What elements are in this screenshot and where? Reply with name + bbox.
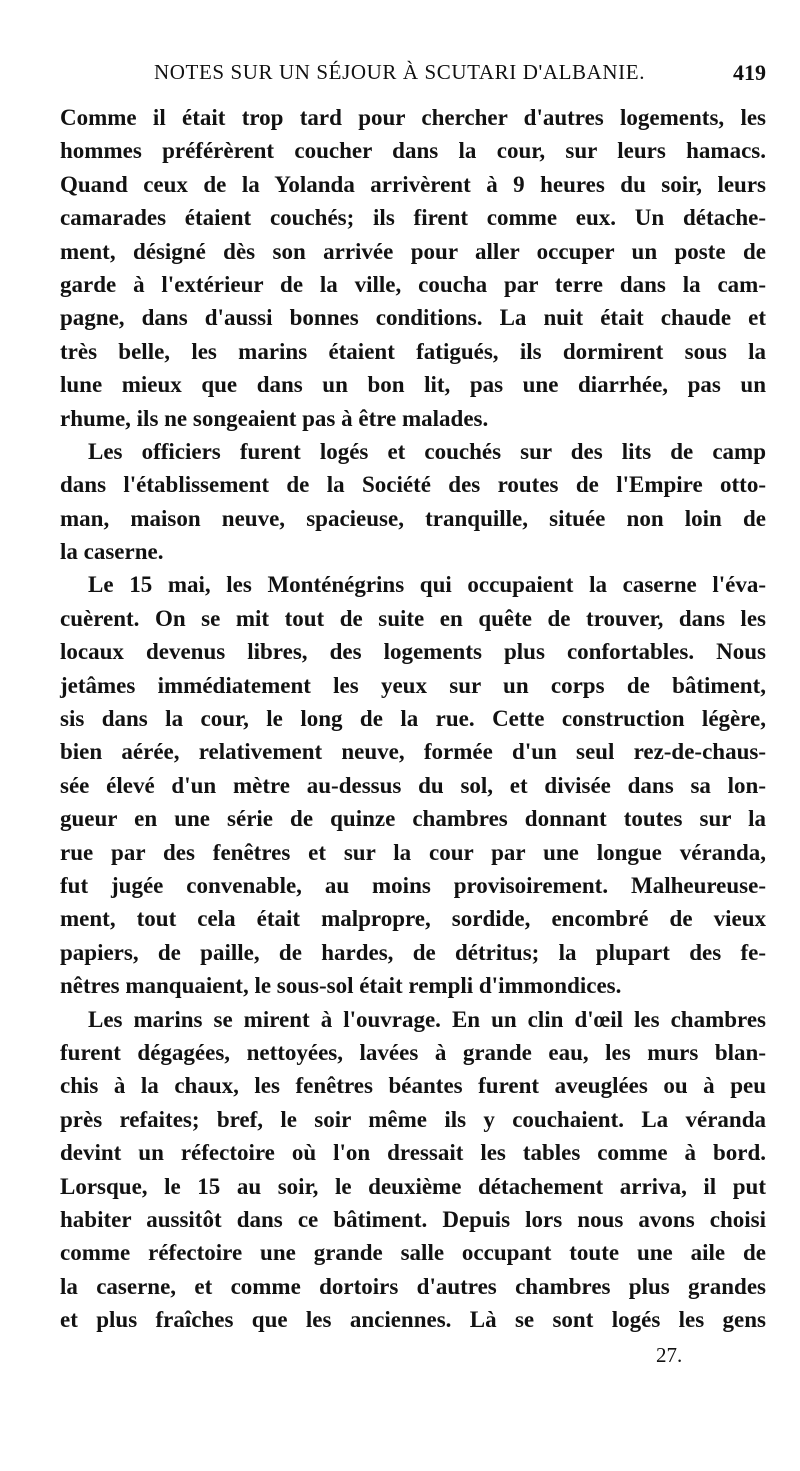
text-line: la caserne, et comme dortoirs d'autres chambres plus grandes [60, 1273, 766, 1299]
page-number: 419 [733, 60, 766, 85]
text-line: bien aérée, relativement neuve, formée d'un seul rez-de-chaus- [60, 739, 766, 765]
text-line: man, maison neuve, spacieuse, tranquille, située non loin de [60, 505, 766, 531]
text-line: garde à l'extérieur de la ville, coucha par terre dans la cam- [60, 271, 766, 297]
text-line: furent dégagées, nettoyées, lavées à grande eau, les murs blan- [60, 1039, 766, 1065]
text-line: gueur en une série de quinze chambres donnant toutes sur la [60, 806, 766, 832]
text-line: Les marins se mirent à l'ouvrage. En un clin d'œil les chambres [88, 1006, 766, 1032]
body-text [60, 101, 766, 1336]
text-line: ment, désigné dès son arrivée pour aller occuper un poste de [60, 238, 766, 264]
text-line: jetâmes immédiatement les yeux sur un corps de bâtiment, [60, 672, 766, 698]
text-line: cuèrent. On se mit tout de suite en quête de trouver, dans les [60, 605, 766, 631]
running-title: NOTES SUR UN SÉJOUR À SCUTARI D'ALBANIE. [154, 60, 646, 84]
text-line: locaux devenus libres, des logements plus confortables. Nous [60, 639, 766, 665]
text-line: près refaites; bref, le soir même ils y couchaient. La véranda [60, 1106, 766, 1132]
text-line: Les officiers furent logés et couchés sur des lits de camp [88, 438, 766, 464]
text-line: papiers, de paille, de hardes, de détritus; la plupart des fe- [60, 939, 766, 965]
text-line: hommes préférèrent coucher dans la cour, sur leurs hamacs. [60, 138, 766, 164]
text-line: rue par des fenêtres et sur la cour par une longue véranda, [60, 839, 766, 865]
text-line: Quand ceux de la Yolanda arrivèrent à 9 heures du soir, leurs [60, 171, 766, 197]
text-line: et plus fraîches que les anciennes. Là se sont logés les gens [60, 1307, 766, 1333]
running-head [60, 60, 772, 90]
text-line: Le 15 mai, les Monténégrins qui occupaient la caserne l'éva- [88, 572, 766, 598]
signature-mark: 27. [656, 1343, 683, 1367]
text-line: sée élevé d'un mètre au-dessus du sol, et divisée dans sa lon- [60, 772, 766, 798]
text-line: nêtres manquaient, le sous-sol était rempli d'immondices. [60, 973, 622, 999]
text-line: sis dans la cour, le long de la rue. Cette construction légère, [60, 706, 766, 732]
text-line: ment, tout cela était malpropre, sordide, encombré de vieux [60, 906, 766, 932]
text-line: très belle, les marins étaient fatigués, ils dormirent sous la [60, 338, 766, 364]
text-line: rhume, ils ne songeaient pas à être malades. [60, 405, 489, 431]
text-line: pagne, dans d'aussi bonnes conditions. La nuit était chaude et [60, 305, 766, 331]
text-line: dans l'établissement de la Société des routes de l'Empire otto- [60, 472, 766, 498]
text-line: lune mieux que dans un bon lit, pas une diarrhée, pas un [60, 372, 766, 398]
text-line: Lorsque, le 15 au soir, le deuxième détachement arriva, il put [60, 1173, 766, 1199]
text-line: comme réfectoire une grande salle occupant toute une aile de [60, 1240, 766, 1266]
text-line: chis à la chaux, les fenêtres béantes furent aveuglées ou à peu [60, 1073, 766, 1099]
text-line: habiter aussitôt dans ce bâtiment. Depuis lors nous avons choisi [60, 1206, 766, 1232]
text-line: fut jugée convenable, au moins provisoirement. Malheureuse- [60, 872, 766, 898]
text-line: la caserne. [60, 539, 164, 565]
text-line: devint un réfectoire où l'on dressait les tables comme à bord. [60, 1140, 766, 1166]
text-line: Comme il était trop tard pour chercher d'autres logements, les [60, 105, 766, 130]
text-line: camarades étaient couchés; ils firent comme eux. Un détache- [60, 205, 766, 231]
